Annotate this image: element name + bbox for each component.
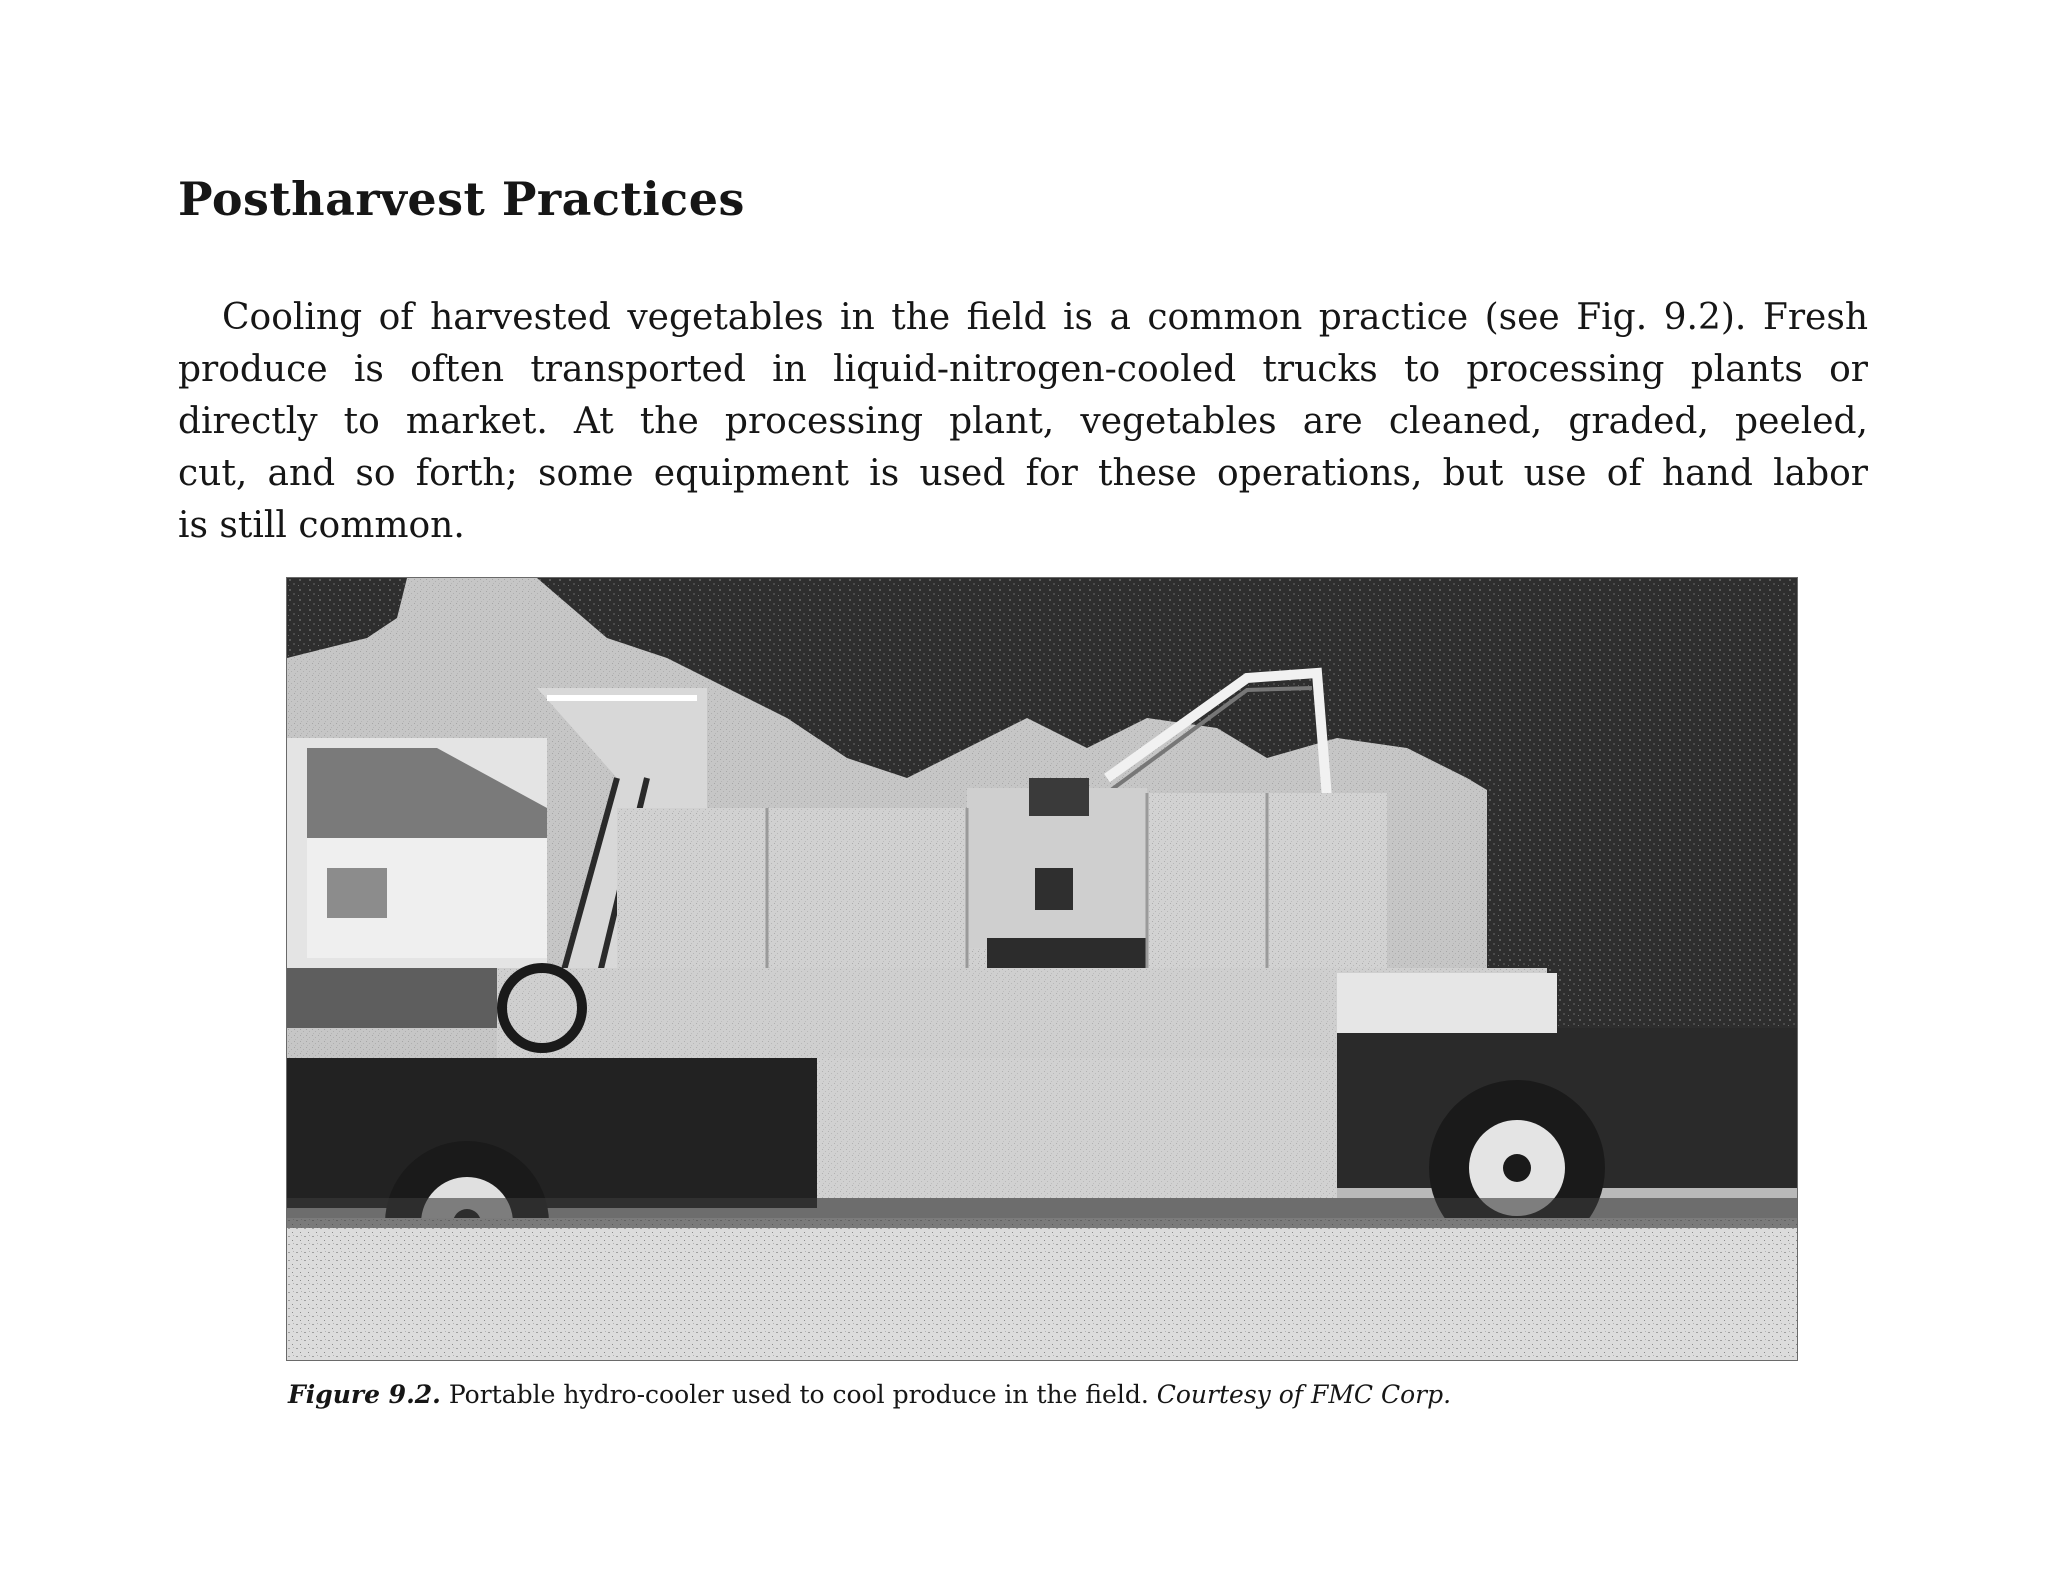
body-paragraph bbox=[178, 292, 1868, 552]
paragraph-line: Cooling of harvested vegetables in the field is a common practice (see Fig. 9.2). Fresh bbox=[222, 297, 1868, 338]
section-heading: Postharvest Practices bbox=[178, 172, 745, 226]
figure-caption bbox=[288, 1380, 1451, 1409]
paragraph-line: produce is often transported in liquid-nitrogen-cooled trucks to processing plants or bbox=[178, 349, 1868, 390]
hydro-cooler-truck-photo bbox=[287, 578, 1797, 1360]
caption-text: Portable hydro-cooler used to cool produce in the field. bbox=[448, 1380, 1149, 1409]
figure-photo bbox=[287, 578, 1797, 1360]
paragraph-line: directly to market. At the processing plant, vegetables are cleaned, graded, peeled, bbox=[178, 401, 1868, 442]
paragraph-line: is still common. bbox=[178, 505, 465, 546]
figure-label: Figure 9.2. bbox=[288, 1380, 441, 1409]
caption-credit: Courtesy of FMC Corp. bbox=[1156, 1380, 1452, 1409]
paragraph-line: cut, and so forth; some equipment is used for these operations, but use of hand labor bbox=[178, 453, 1868, 494]
